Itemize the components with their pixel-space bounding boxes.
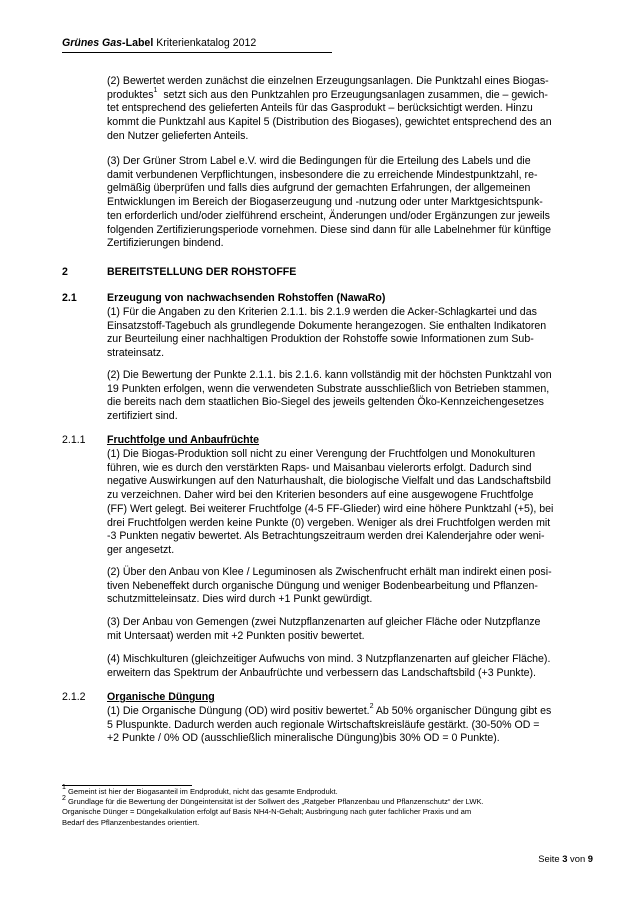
section-2-1-2-title: Organische Düngung bbox=[107, 691, 215, 703]
text-line: zu verzeichnen. Daher wird bei den Kriterien besonders auf eine ausgewogene Fruchtfolge bbox=[107, 489, 534, 502]
section-2-1-2-number: 2.1.2 bbox=[62, 691, 86, 703]
section-2-1-1-title: Fruchtfolge und Anbaufrüchte bbox=[107, 434, 260, 446]
text-line: gelmäßig überprüfen und falls dies aufgrund der gemachten Erfahrungen, der allgemeinen bbox=[107, 182, 531, 195]
text-line: (4) Mischkulturen (gleichzeitiger Aufwuchs von mind. 3 Nutzpflanzenarten auf gleicher Fläche). bbox=[107, 653, 551, 665]
header-title: Kriterienkatalog 2012 bbox=[153, 37, 257, 49]
section-2-number: 2 bbox=[62, 266, 68, 278]
footnotes bbox=[62, 784, 592, 828]
text-line: (1) Die Biogas-Produktion soll nicht zu einer Verengung der Fruchtfolgen und Monokulturen bbox=[107, 448, 536, 460]
text-line: damit verbundenen Verpflichtungen, insbesondere die zu erreichende Mindestpunktzahl, re- bbox=[107, 168, 538, 181]
section-2-1-1-paragraph-1 bbox=[107, 448, 583, 558]
footnote-2-text: Organische Dünger = Düngekalkulation erfolgt auf Basis NH4-N-Gehalt; Ausbringung nach guter fachlicher Praxis und am bbox=[62, 807, 472, 817]
text-line: Ab 50% organischer Düngung gibt es bbox=[373, 705, 552, 717]
footnote-2-text: Bedarf des Pflanzenbestandes orientiert. bbox=[62, 817, 200, 827]
section-2-1-number: 2.1 bbox=[62, 292, 77, 304]
text-line: (3) Der Grüner Strom Label e.V. wird die Bedingungen für die Erteilung des Labels und die bbox=[107, 155, 531, 167]
text-line: folgenden Zertifizierungsperiode vornehmen. Diese sind dann für alle Labelnehmer für künftige bbox=[107, 223, 552, 236]
section-2-1-1-paragraph-4 bbox=[107, 653, 583, 680]
text-line: (1) Für die Angaben zu den Kriterien 2.1.1. bis 2.1.9 werden die Acker-Schlagkartei und das bbox=[107, 306, 537, 318]
text-line: erweitern das Spektrum der Anbaufrüchte und verbessern das Landschaftsbild (+3 Punkte). bbox=[107, 666, 536, 679]
text-line: Entwicklungen im Bereich der Biogaserzeugung und -nutzung oder unter Marktgesichtspunk- bbox=[107, 196, 543, 209]
text-line: strateinsatz. bbox=[107, 347, 165, 360]
text-line: mit Untersaat) werden mit +2 Punkten positiv bewertet. bbox=[107, 629, 365, 642]
footnote-ref-2: 2 bbox=[369, 703, 374, 711]
text-line: führen, wie es durch den verstärkten Raps- und Maisanbau vielerorts erfolgt. Dadurch sind bbox=[107, 461, 532, 474]
text-line: (3) Der Anbau von Gemengen (zwei Nutzpflanzenarten auf gleicher Fläche oder Nutzpflanze bbox=[107, 616, 541, 628]
text-line: Einsatzstoff-Tagebuch als grundlegende Dokumente herangezogen. Sie enthalten Indikatoren bbox=[107, 319, 547, 332]
text-line: schutzmitteleinsatz. Dies wird durch +1 Punkt gewürdigt. bbox=[107, 593, 373, 606]
page-header bbox=[62, 37, 332, 53]
text-line: den Nutzer gelieferten Anteils. bbox=[107, 129, 249, 142]
page-number bbox=[538, 853, 593, 864]
footnote-ref-1: 1 bbox=[153, 87, 158, 95]
text-line: setzt sich aus den Punktzahlen pro Erzeugungsanlagen zusammen, die – gewich- bbox=[163, 88, 548, 101]
text-line: ger angesetzt. bbox=[107, 543, 175, 556]
text-line: kommt die Punktzahl aus Kapitel 5 (Distribution des Biogases), gewichtet entsprechend des an bbox=[107, 116, 552, 129]
text-line: ten erforderlich und/oder zielführend erscheint, Änderungen und/oder Ergänzungen zur jeweils bbox=[107, 209, 550, 222]
text-line: zur Beurteilung einer nachhaltigen Produktion der Rohstoffe sowie Informationen zum Sub- bbox=[107, 333, 534, 346]
page-number-total: 9 bbox=[587, 853, 593, 864]
page-number-of: von bbox=[567, 853, 588, 864]
intro-paragraph-3 bbox=[107, 155, 583, 251]
footnote-1-mark: 1 bbox=[62, 784, 66, 792]
footnote-divider bbox=[62, 785, 192, 786]
section-2-1-1-number: 2.1.1 bbox=[62, 434, 86, 446]
page-number-prefix: Seite bbox=[538, 853, 563, 864]
section-2-1-paragraph-1 bbox=[107, 306, 583, 361]
text-line: +2 Punkte / 0% OD (ausschließlich mineralische Düngung)bis 30% OD = 0 Punkte). bbox=[107, 732, 500, 745]
section-2-1-1-paragraph-3 bbox=[107, 616, 583, 643]
text-line: Zertifizierungen bindend. bbox=[107, 237, 224, 250]
text-line: die bereits nach dem staatlichen Bio-Siegel des jeweils geltenden Öko-Kennzeichengesetzes bbox=[107, 396, 544, 409]
text-line: (1) Die Organische Düngung (OD) wird positiv bewertet. bbox=[107, 705, 370, 717]
text-line: (2) Bewertet werden zunächst die einzelnen Erzeugungsanlagen. Die Punktzahl eines Biogas- bbox=[107, 75, 549, 87]
text-line: tiven Nebeneffekt durch organische Düngung und weniger Bodenbearbeitung und Pflanzen- bbox=[107, 579, 538, 592]
section-2-1-paragraph-2 bbox=[107, 369, 583, 424]
text-line: 5 Pluspunkte. Dadurch werden auch regionale Wirtschaftskreisläufe gestärkt. (30-50% OD = bbox=[107, 718, 540, 731]
header-brand-label: Label bbox=[125, 37, 154, 49]
footnote-2-mark: 2 bbox=[62, 794, 66, 802]
text-line: produktes bbox=[107, 88, 154, 101]
text-line: -3 Punkten negativ bewertet. Als Betrachtungszeitraum werden drei Kalenderjahre oder weni- bbox=[107, 530, 545, 543]
section-2-1-2-paragraph-1 bbox=[107, 705, 583, 746]
text-line: drei Fruchtfolgen werden keine Punkte (0) vergeben. Weniger als drei Fruchtfolgen werden mit bbox=[107, 516, 551, 529]
text-line: (FF) Wert gelegt. Bei weiterer Fruchtfolge (4-5 FF-Glieder) wird eine höhere Punktzahl (+5), bei bbox=[107, 502, 554, 515]
section-2-title: BEREITSTELLUNG DER ROHSTOFFE bbox=[107, 266, 297, 278]
footnote-1-text: Gemeint ist hier der Biogasanteil im Endprodukt, nicht das gesamte Endprodukt. bbox=[65, 787, 338, 796]
text-line: zertifiziert sind. bbox=[107, 410, 178, 423]
intro-paragraph-2 bbox=[107, 75, 583, 144]
text-line: tet entsprechend des gelieferten Anteils für das Gasprodukt – berücksichtigt werden. Hinzu bbox=[107, 102, 533, 115]
section-2-1-1-paragraph-2 bbox=[107, 566, 583, 607]
section-2-1-title: Erzeugung von nachwachsenden Rohstoffen (NawaRo) bbox=[107, 292, 386, 304]
header-brand: Grünes Gas- bbox=[62, 37, 126, 49]
text-line: 19 Punkten erfolgen, wenn die verwendeten Substrate ausschließlich von Betrieben stammen, bbox=[107, 382, 550, 395]
text-line: (2) Die Bewertung der Punkte 2.1.1. bis 2.1.6. kann vollständig mit der höchsten Punktzahl von bbox=[107, 369, 552, 381]
text-line: (2) Über den Anbau von Klee / Leguminosen als Zwischenfrucht erhält man indirekt einen posi- bbox=[107, 566, 552, 578]
text-line: negative Auswirkungen auf den Naturhaushalt, die biologische Vielfalt und das Landschaftsbild bbox=[107, 475, 551, 488]
page-number-current: 3 bbox=[562, 853, 568, 864]
footnote-2-text: Grundlage für die Bewertung der Düngeintensität ist der Sollwert des „Ratgeber Pflanzenbau und Pflanzenschutz“ der LWK. bbox=[65, 797, 484, 807]
